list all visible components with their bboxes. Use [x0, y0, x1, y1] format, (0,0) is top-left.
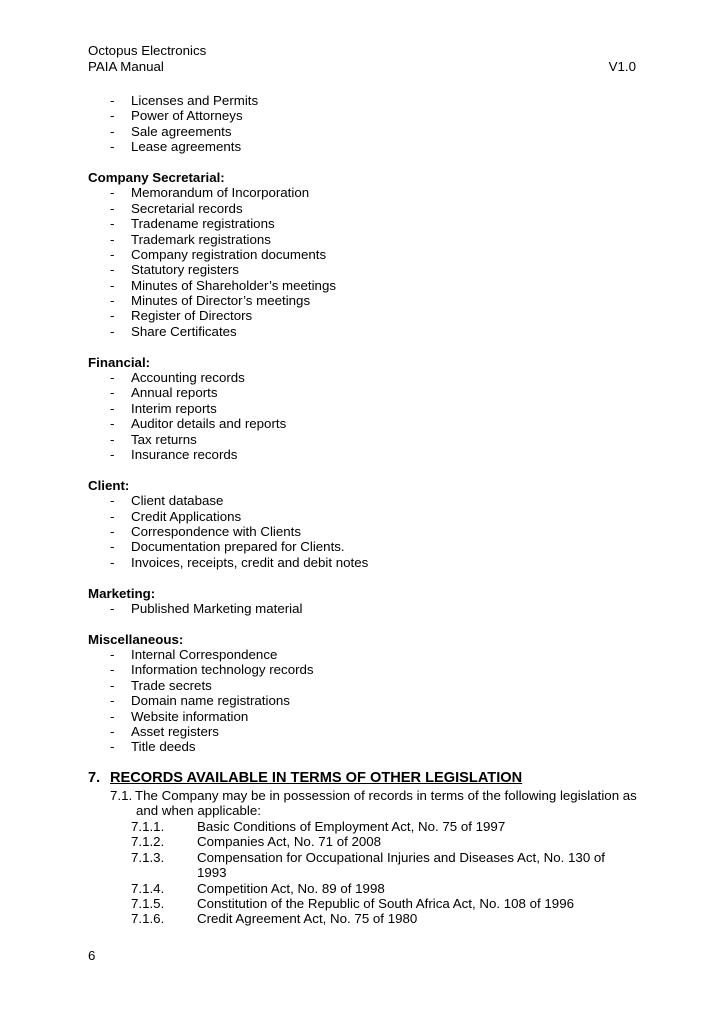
financial-list	[88, 370, 648, 462]
list-item: - Documentation prepared for Clients.	[88, 539, 648, 554]
legislation-number: 7.1.1.	[131, 819, 165, 834]
page-header	[88, 43, 206, 75]
legislation-item	[131, 881, 631, 896]
subsection-number: 7.1.	[110, 788, 133, 803]
list-item: - Interim reports	[88, 401, 648, 416]
list-item: - Insurance records	[88, 447, 648, 462]
legislation-item	[131, 819, 631, 834]
category-heading: Marketing:	[88, 585, 156, 601]
list-item: - Correspondence with Clients	[88, 524, 648, 539]
list-item: - Domain name registrations	[88, 693, 648, 708]
records-list	[88, 93, 648, 755]
list-item: - Invoices, receipts, credit and debit notes	[88, 555, 648, 570]
list-item: - Credit Applications	[88, 509, 648, 524]
list-item: - Trademark registrations	[88, 232, 648, 247]
miscellaneous-list	[88, 647, 648, 755]
legislation-text: Competition Act, No. 89 of 1998	[197, 880, 385, 896]
legislation-number: 7.1.3.	[131, 849, 165, 865]
legislation-number: 7.1.4.	[131, 880, 165, 896]
legislation-list	[131, 819, 631, 927]
list-item: - Information technology records	[88, 662, 648, 677]
list-item: - Secretarial records	[88, 201, 648, 216]
legislation-text: Basic Conditions of Employment Act, No. 75 of 1997	[197, 819, 506, 834]
list-item: - Minutes of Shareholder’s meetings	[88, 278, 648, 293]
list-item: - Sale agreements	[88, 124, 648, 139]
company-name: Octopus Electronics	[88, 43, 207, 58]
list-item: - Tax returns	[88, 432, 648, 447]
list-item: - Licenses and Permits	[88, 93, 648, 108]
document-title: PAIA Manual	[88, 59, 164, 74]
list-item: - Website information	[88, 709, 648, 724]
legislation-number: 7.1.5.	[131, 896, 165, 912]
list-item: - Power of Attorneys	[88, 108, 648, 123]
legislation-text: Compensation for Occupational Injuries and Diseases Act, No. 130 of 1993	[197, 849, 605, 881]
list-item: - Minutes of Director’s meetings	[88, 293, 648, 308]
legislation-number: 7.1.2.	[131, 834, 165, 850]
section-title: RECORDS AVAILABLE IN TERMS OF OTHER LEGISLATION	[110, 770, 523, 786]
list-item: - Auditor details and reports	[88, 416, 648, 431]
company-secretarial-list	[88, 185, 648, 339]
category-heading: Company Secretarial:	[88, 169, 225, 185]
list-item: - Statutory registers	[88, 262, 648, 277]
list-item: - Register of Directors	[88, 308, 648, 323]
subsection-7-1	[110, 788, 640, 819]
marketing-list	[88, 601, 648, 616]
list-item: - Accounting records	[88, 370, 648, 385]
list-item: - Trade secrets	[88, 678, 648, 693]
legislation-number: 7.1.6.	[131, 911, 165, 927]
list-item: - Internal Correspondence	[88, 647, 648, 662]
category-heading: Client:	[88, 477, 130, 493]
list-item: - Title deeds	[88, 739, 648, 754]
version-label: V1.0	[608, 59, 636, 74]
list-item: - Published Marketing material	[88, 601, 648, 616]
list-item: - Lease agreements	[88, 139, 648, 154]
list-item: - Client database	[88, 493, 648, 508]
page-number: 6	[88, 948, 96, 963]
list-item: - Company registration documents	[88, 247, 648, 262]
subsection-text: The Company may be in possession of records in terms of the following legislation as and when applicable:	[135, 788, 637, 819]
list-item: - Memorandum of Incorporation	[88, 185, 648, 200]
list-item: - Share Certificates	[88, 324, 648, 339]
section-heading	[88, 770, 522, 787]
legislation-item	[131, 896, 631, 911]
list-item: - Tradename registrations	[88, 216, 648, 231]
legislation-text: Companies Act, No. 71 of 2008	[197, 834, 382, 850]
legislation-item	[131, 911, 631, 926]
category-heading: Miscellaneous:	[88, 631, 184, 647]
list-item: - Asset registers	[88, 724, 648, 739]
legislation-item	[131, 850, 631, 881]
top-items-list	[88, 93, 648, 155]
category-heading: Financial:	[88, 354, 151, 370]
client-list	[88, 493, 648, 570]
legislation-text: Credit Agreement Act, No. 75 of 1980	[197, 911, 418, 927]
legislation-item	[131, 834, 631, 849]
legislation-text: Constitution of the Republic of South Africa Act, No. 108 of 1996	[197, 896, 574, 912]
list-item: - Annual reports	[88, 385, 648, 400]
section-number: 7.	[88, 770, 101, 786]
